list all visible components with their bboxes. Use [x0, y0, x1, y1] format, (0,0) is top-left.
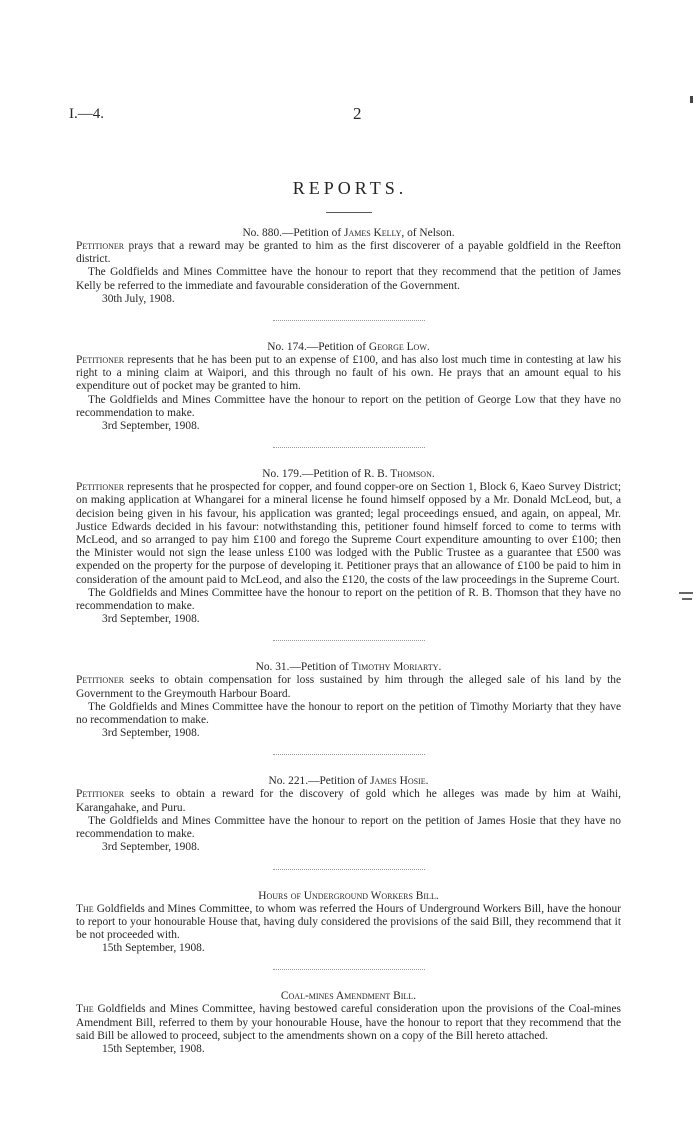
committee-report: The Goldfields and Mines Committee have the honour to report that they recommend that the petition of James Kelly be referred to the immediate and favourable consideration of the Government.: [76, 266, 621, 292]
petition-heading: No. 880.—Petition of James Kelly, of Nelson.: [242, 227, 455, 239]
petitioner-name: James Kelly: [344, 227, 402, 239]
report-date: 3rd September, 1908.: [102, 613, 200, 626]
report-date: 30th July, 1908.: [102, 292, 175, 305]
petition-low: [76, 341, 621, 433]
bill-name: Coal-mines Amendment Bill: [280, 990, 414, 1003]
petition-heading: No. 31.—Petition of Timothy Moriarty.: [255, 661, 442, 674]
petitioner-name: R. B. Thomson: [363, 468, 432, 481]
petition-summary: Petitioner represents that he has been put to an expense of £100, and has also lost much time in contesting at law his right to a mining claim at Waipori, and this through no fault of his own. He prays that an amount equal to his expenditure out of pocket may be granted to him.: [76, 354, 621, 393]
reports-body: [76, 227, 621, 1056]
committee-report: The Goldfields and Mines Committee have the honour to report on the petition of James Hosie that they have no recommendation to make.: [76, 814, 621, 841]
bill-heading: Coal-mines Amendment Bill.: [280, 990, 417, 1003]
page-title: REPORTS.: [292, 178, 408, 198]
report-date: 15th September, 1908.: [102, 942, 205, 955]
petition-summary: Petitioner represents that he prospected for copper, and found copper-ore on Section 1, Block 6, Kaeo Survey District; on making application at Whangarei for a mineral license he found himself opposed by a Mr. Donald McLeod, but, a decision being given in his favour, his application was granted; legal proceedings ensued, and again, on appeal, Mr. Justice Edwards decided in his favour: notwithstanding this, petitioner found himself forced to come to terms with McLeod, and so arranged to pay him £100 and forego the Supreme Court expenditure amounting to over £100; then the Minister would not sign the lease unless £100 was lodged with the Public Trustee as a guarantee that £500 was expended on the property for the purpose of developing it. Petitioner prays that an allowance of £100 be paid to him in consideration of the amount paid to McLeod, and also the £120, the costs of the law proceedings in the Supreme Court.: [76, 481, 621, 586]
scan-edge-mark: [682, 598, 692, 600]
scan-edge-mark: [679, 592, 693, 594]
scan-edge-mark: [690, 96, 693, 103]
petition-heading: No. 179.—Petition of R. B. Thomson.: [262, 468, 435, 481]
petition-summary: Petitioner seeks to obtain compensation for loss sustained by him through the alleged sale of his land by the Government to the Greymouth Harbour Board.: [76, 674, 621, 700]
title-rule: [326, 212, 372, 213]
committee-report: The Goldfields and Mines Committee, to whom was referred the Hours of Underground Workers Bill, have the honour to report to your honourable House that, having duly considered the provisions of the said Bill, they recommend that it be not proceeded with.: [76, 902, 621, 941]
bill-heading: Hours of Underground Workers Bill.: [258, 889, 439, 902]
petition-heading: No. 221.—Petition of James Hosie.: [268, 775, 429, 788]
petitioner-name: James Hosie: [370, 775, 426, 788]
paper-reference: I.—4.: [69, 106, 104, 122]
petition-kelly: [76, 227, 621, 306]
petition-heading: No. 174.—Petition of George Low.: [267, 341, 430, 354]
petition-thomson: [76, 468, 621, 626]
report-date: 3rd September, 1908.: [102, 727, 200, 740]
report-coal-mines-amendment-bill: [76, 990, 621, 1056]
bill-name: Hours of Underground Workers Bill: [258, 889, 436, 902]
committee-report: The Goldfields and Mines Committee have the honour to report on the petition of Timothy Moriarty that they have no recommendation to make.: [76, 700, 621, 727]
petition-hosie: [76, 775, 621, 854]
petition-summary: Petitioner seeks to obtain a reward for the discovery of gold which he alleges was made by him at Waihi, Karangahake, and Puru.: [76, 788, 621, 814]
petition-moriarty: [76, 661, 621, 740]
report-hours-underground-workers-bill: [76, 890, 621, 956]
report-date: 15th September, 1908.: [102, 1042, 205, 1055]
report-date: 3rd September, 1908.: [102, 841, 200, 854]
petition-summary: Petitioner prays that a reward may be granted to him as the first discoverer of a payable goldfield in the Reefton district.: [76, 240, 621, 266]
page-number: 2: [353, 104, 362, 123]
petitioner-name: Timothy Moriarty: [351, 661, 439, 674]
petitioner-name: George Low: [368, 341, 427, 354]
committee-report: The Goldfields and Mines Committee, having bestowed careful consideration upon the provisions of the Coal-mines Amendment Bill, referred to them by your honourable House, have the honour to report that they recommend that the said Bill be allowed to proceed, subject to the amendments shown on a copy of the Bill hereto attached.: [76, 1003, 621, 1042]
report-date: 3rd September, 1908.: [102, 420, 200, 433]
committee-report: The Goldfields and Mines Committee have the honour to report on the petition of George Low that they have no recommendation to make.: [76, 393, 621, 419]
committee-report: The Goldfields and Mines Committee have the honour to report on the petition of R. B. Thomson that they have no recommendation to make.: [76, 586, 621, 613]
